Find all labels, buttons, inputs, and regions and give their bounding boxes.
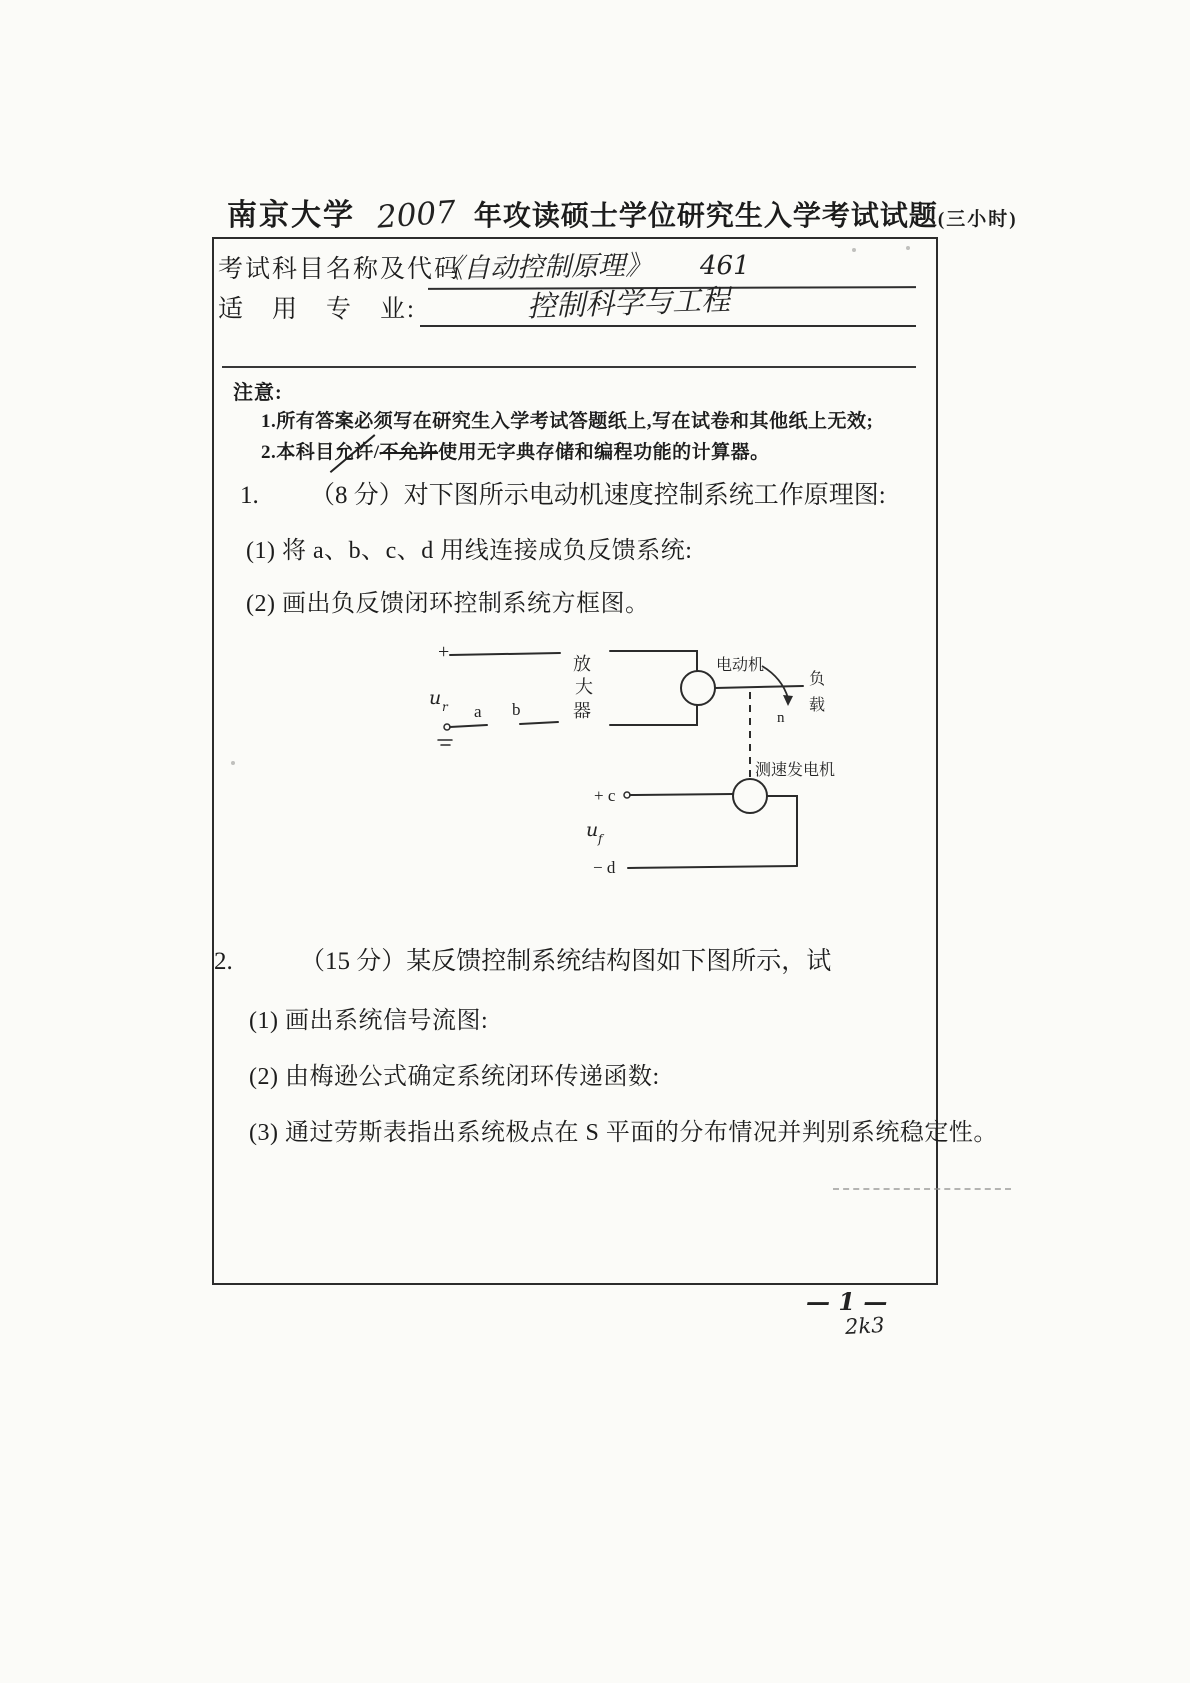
question-1-text: （8 分）对下图所示电动机速度控制系统工作原理图: — [310, 482, 886, 509]
amp-output-wire-bottom — [610, 706, 697, 725]
plus-terminal-label: + — [438, 641, 450, 663]
load-label-2: 载 — [809, 697, 826, 714]
question-2-text: （15 分）某反馈控制系统结构图如下图所示，试 — [300, 948, 832, 975]
question-2-sub-3: (3) 通过劳斯表指出系统极点在 S 平面的分布情况并判别系统稳定性。 — [249, 1120, 998, 1146]
amplifier-label-1: 放 — [573, 654, 591, 674]
page-number-handwritten: — 1 — — [806, 1287, 888, 1316]
terminal-b-wire — [520, 722, 558, 724]
notice-item-2-prefix: 2.本科目 — [261, 442, 335, 463]
terminal-a-label: a — [474, 702, 482, 721]
minus-d-terminal-label: − d — [593, 858, 616, 877]
page-title — [227, 190, 1018, 234]
major-underline — [420, 325, 916, 327]
section-divider — [222, 366, 916, 368]
terminal-b-label: b — [512, 700, 521, 719]
question-2 — [214, 941, 831, 977]
amplifier-label-2: 大 — [575, 677, 593, 697]
scan-speck — [231, 761, 235, 765]
speed-arrow-curve — [762, 666, 788, 698]
question-2-sub-1: (1) 画出系统信号流图: — [249, 1008, 489, 1034]
question-1-sub-1: (1) 将 a、b、c、d 用线连接成负反馈系统: — [246, 538, 693, 564]
notice-allow-word-slashed: 允许 — [335, 437, 374, 464]
title-text: 年攻读硕士学位研究生入学考试试题 — [473, 201, 938, 232]
motor-circle — [681, 671, 715, 705]
subject-label: 考试科目名称及代码 — [218, 256, 462, 283]
notice-item-2-suffix: 使用无字典存储和编程功能的计算器。 — [438, 442, 770, 463]
scan-dash-artifact — [833, 1188, 1011, 1190]
ground-marks — [438, 740, 452, 745]
feedback-bottom-wire — [628, 866, 797, 868]
speed-n-label: n — [777, 710, 785, 726]
exam-year-handwritten: 2007 — [375, 194, 458, 236]
notice-disallow-word-struck: 不允许 — [379, 442, 439, 463]
tachogenerator-circle — [733, 779, 767, 813]
plus-c-terminal-label: + c — [594, 786, 616, 805]
major-value-handwritten: 控制科学与工程 — [526, 282, 731, 324]
question-1-number: 1. — [240, 482, 259, 509]
notice-item-2 — [261, 437, 770, 464]
question-1 — [240, 475, 886, 511]
uf-subscript: f — [598, 832, 603, 846]
tacho-right-wire — [767, 796, 797, 866]
ur-symbol: u — [429, 687, 442, 709]
subject-code-handwritten: 461 — [700, 251, 750, 281]
notice-slash: / — [373, 442, 380, 463]
scan-speck — [852, 248, 856, 252]
input-wire-top — [450, 653, 560, 655]
tacho-left-wire — [630, 794, 733, 795]
notice-heading: 注意: — [233, 382, 283, 404]
load-label-1: 负 — [809, 671, 826, 688]
question-2-number: 2. — [214, 948, 233, 975]
terminal-a-wire — [450, 725, 487, 727]
speed-arrowhead — [783, 695, 793, 706]
amp-output-wire-top — [610, 651, 697, 671]
major-label: 适 用 专 业: — [218, 296, 416, 323]
exam-duration: (三小时) — [937, 209, 1018, 230]
motor-label: 电动机 — [716, 657, 765, 674]
question-2-sub-2: (2) 由梅逊公式确定系统闭环传递函数: — [249, 1064, 660, 1090]
shaft-line — [715, 686, 803, 688]
corner-note-handwritten: 2k3 — [844, 1312, 886, 1340]
ur-subscript: r — [442, 700, 448, 714]
amplifier-label-3: 器 — [573, 701, 591, 721]
notice-item-1: 1.所有答案必须写在研究生入学考试答题纸上,写在试卷和其他纸上无效; — [261, 411, 874, 432]
scan-speck — [906, 246, 910, 250]
uf-symbol: u — [586, 819, 599, 841]
motor-speed-control-diagram — [400, 628, 890, 893]
question-1-sub-2: (2) 画出负反馈闭环控制系统方框图。 — [246, 591, 650, 617]
university-name: 南京大学 — [227, 199, 355, 232]
tachogenerator-label: 测速发电机 — [755, 762, 836, 779]
subject-value-handwritten: 《自动控制原理》 — [435, 250, 653, 285]
